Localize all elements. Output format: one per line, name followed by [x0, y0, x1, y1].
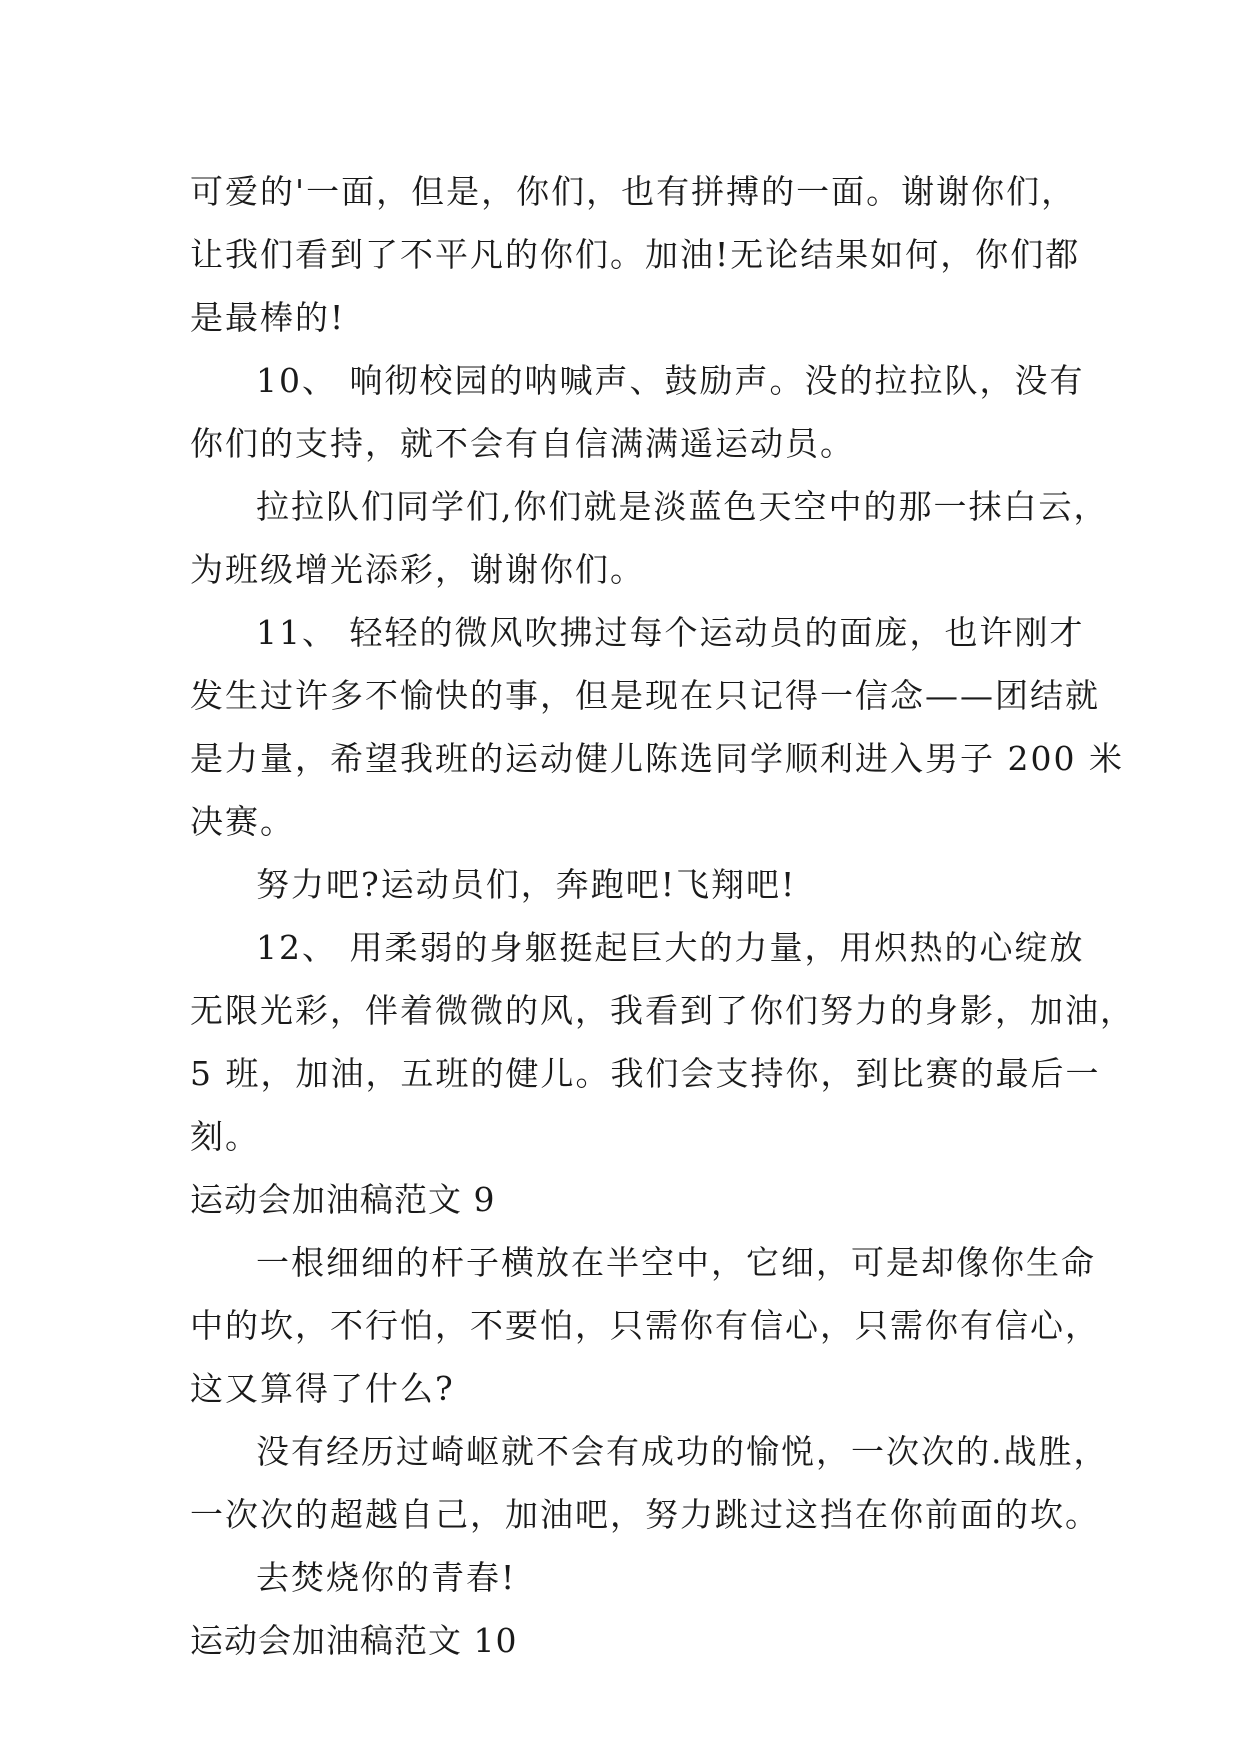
text-line: 12、 用柔弱的身躯挺起巨大的力量，用炽热的心绽放 — [256, 928, 1085, 967]
text-line: 5 班，加油，五班的健儿。我们会支持你，到比赛的最后一 — [190, 1054, 1101, 1093]
text-line: 发生过许多不愉快的事，但是现在只记得一信念——团结就 — [190, 676, 1100, 715]
text-line: 11、 轻轻的微风吹拂过每个运动员的面庞，也许刚才 — [256, 613, 1085, 652]
text-line: 是最棒的! — [190, 298, 346, 337]
text-line: 决赛。 — [190, 802, 295, 841]
text-line: 为班级增光添彩，谢谢你们。 — [190, 550, 645, 589]
text-line: 一根细细的杆子横放在半空中，它细，可是却像你生命 — [256, 1243, 1096, 1282]
text-line: 是力量，希望我班的运动健儿陈选同学顺利进入男子 200 米 — [190, 739, 1124, 778]
text-line: 让我们看到了不平凡的你们。加油!无论结果如何，你们都 — [190, 235, 1081, 274]
text-line: 努力吧?运动员们，奔跑吧!飞翔吧! — [256, 865, 797, 904]
text-line: 拉拉队们同学们,你们就是淡蓝色天空中的那一抹白云， — [256, 487, 1109, 526]
text-line: 可爱的'一面，但是，你们，也有拼搏的一面。谢谢你们， — [190, 172, 1077, 211]
text-line: 没有经历过崎岖就不会有成功的愉悦，一次次的.战胜， — [256, 1432, 1109, 1471]
section-heading: 运动会加油稿范文 9 — [190, 1180, 496, 1219]
text-line: 刻。 — [190, 1117, 260, 1156]
text-line: 去焚烧你的青春! — [256, 1558, 517, 1597]
document-body — [190, 160, 1135, 1672]
text-line: 你们的支持，就不会有自信满满遥运动员。 — [190, 424, 855, 463]
text-line: 中的坎，不行怕，不要怕，只需你有信心，只需你有信心， — [190, 1306, 1100, 1345]
text-line: 10、 响彻校园的呐喊声、鼓励声。没的拉拉队，没有 — [256, 361, 1085, 400]
text-line: 一次次的超越自己，加油吧，努力跳过这挡在你前面的坎。 — [190, 1495, 1100, 1534]
text-line: 这又算得了什么? — [190, 1369, 455, 1408]
text-line: 无限光彩，伴着微微的风，我看到了你们努力的身影，加油， — [190, 991, 1135, 1030]
section-heading: 运动会加油稿范文 10 — [190, 1621, 518, 1660]
